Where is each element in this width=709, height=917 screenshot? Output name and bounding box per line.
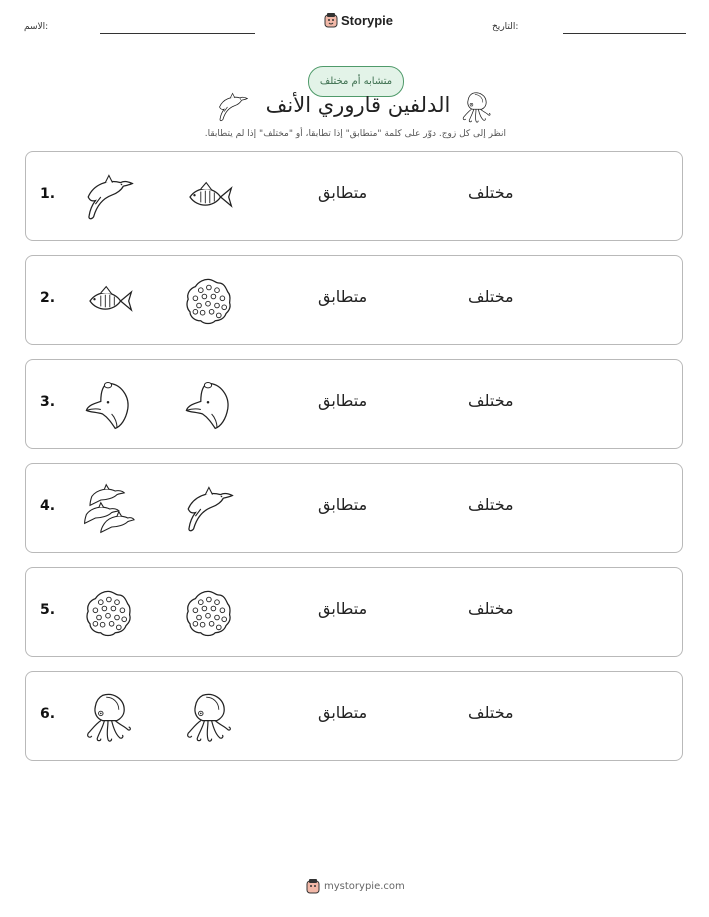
pair-row [25, 671, 683, 761]
same-option[interactable]: متطابق [318, 599, 368, 618]
pair-row [25, 359, 683, 449]
coral-icon [181, 274, 235, 328]
page-title: الدلفين قاروري الأنف [265, 93, 451, 117]
name-line [100, 33, 255, 34]
storypie-mascot-icon [324, 12, 338, 28]
octopus-icon [459, 90, 493, 124]
brand-logo [324, 12, 393, 28]
same-option[interactable]: متطابق [318, 287, 368, 306]
pair-row [25, 151, 683, 241]
coral-icon [181, 586, 235, 640]
footer [306, 878, 405, 894]
worksheet-type-badge: متشابه أم مختلف [308, 66, 404, 97]
date-line [563, 33, 686, 34]
same-option[interactable]: متطابق [318, 495, 368, 514]
pair-number: 3. [40, 394, 56, 410]
same-option[interactable]: متطابق [318, 391, 368, 410]
pair-number: 6. [40, 706, 56, 722]
footer-url: mystorypie.com [324, 880, 405, 892]
fish-icon [81, 274, 135, 328]
different-option[interactable]: مختلف [468, 391, 514, 410]
pair-row [25, 255, 683, 345]
dolphin-icon [215, 90, 249, 124]
date-label: التاريخ: [492, 22, 519, 32]
instructions-text: انظر إلى كل زوج. دوّر على كلمة "متطابق" إذا تطابقا، أو "مختلف" إذا لم يتطابقا. [204, 129, 506, 139]
pair-number: 2. [40, 290, 56, 306]
same-option[interactable]: متطابق [318, 703, 368, 722]
worksheet-header [0, 0, 709, 50]
brand-name: Storypie [341, 12, 394, 28]
storypie-mascot-icon [306, 878, 320, 894]
title-row [215, 90, 495, 124]
pair-number: 5. [40, 602, 56, 618]
coral-icon [81, 586, 135, 640]
octopus-icon [81, 690, 135, 744]
different-option[interactable]: مختلف [468, 703, 514, 722]
dolphin-face-icon [81, 378, 135, 432]
different-option[interactable]: مختلف [468, 599, 514, 618]
dolphin-pod-icon [81, 482, 135, 536]
dolphin-jumping-icon [81, 170, 135, 224]
fish-icon [181, 170, 235, 224]
pair-row [25, 567, 683, 657]
different-option[interactable]: مختلف [468, 183, 514, 202]
pair-row [25, 463, 683, 553]
pair-number: 1. [40, 186, 56, 202]
different-option[interactable]: مختلف [468, 495, 514, 514]
same-option[interactable]: متطابق [318, 183, 368, 202]
name-label: الاسم: [24, 22, 49, 32]
dolphin-jumping-icon [181, 482, 235, 536]
dolphin-face-icon [181, 378, 235, 432]
different-option[interactable]: مختلف [468, 287, 514, 306]
octopus-icon [181, 690, 235, 744]
pair-number: 4. [40, 498, 56, 514]
